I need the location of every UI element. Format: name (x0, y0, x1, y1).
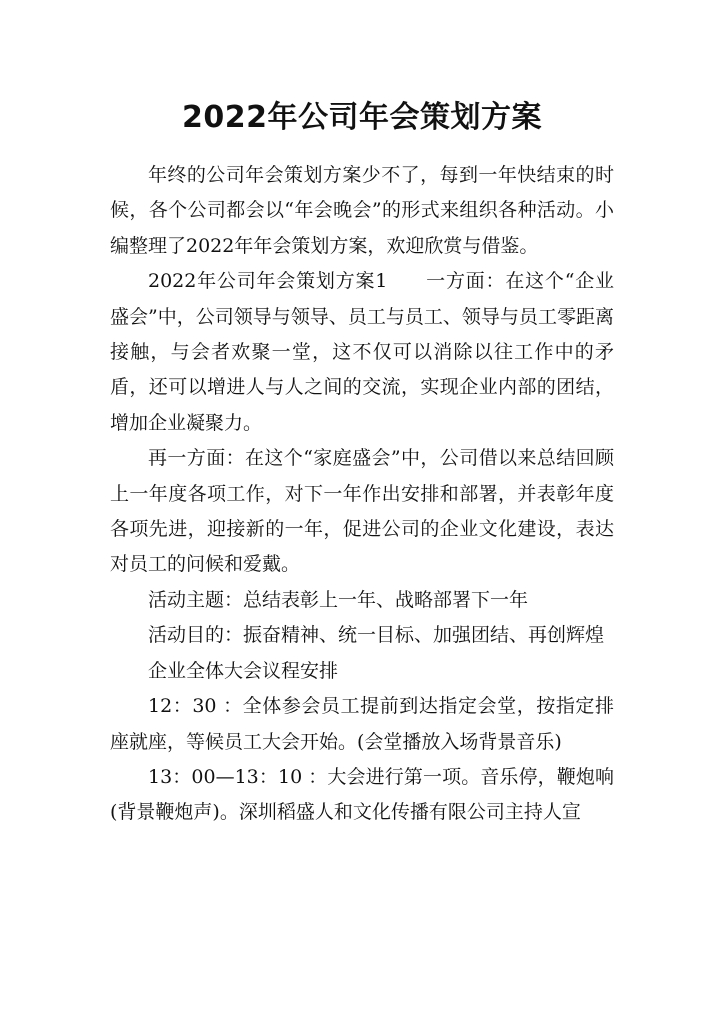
paragraph-plan-1 (110, 264, 614, 441)
paragraph-another-aspect: 再一方面：在这个“家庭盛会”中，公司借以来总结回顾上一年度各项工作，对下一年作出安排和部署，并表彰年度各项先进，迎接新的一年，促进公司的企业文化建设，表达对员工的问候和爱戴。 (110, 447, 614, 576)
paragraph-agenda-1300: 13：00—13：10 ：大会进行第一项。音乐停，鞭炮响(背景鞭炮声)。深圳稻盛人和文化传播有限公司主持人宣 (110, 765, 614, 824)
plan-heading: 2022年公司年会策划方案1 (148, 270, 388, 293)
document-title: 2022年公司年会策划方案 (182, 100, 542, 135)
paragraph-agenda-1230: 12：30 ：全体参会员工提前到达指定会堂，按指定排座就座，等候员工大会开始。(会堂播放入场背景音乐) (110, 695, 614, 753)
plan-1-text: 一方面：在这个“企业盛会”中，公司领导与领导、员工与员工、领导与员工零距离接触，与会者欢聚一堂，这不仅可以消除以往工作中的矛盾，还可以增进人与人之间的交流，实现企业内部的团结，增加企业凝聚力。 (110, 270, 614, 434)
document-body (110, 158, 614, 831)
paragraph-purpose: 活动目的：振奋精神、统一目标、加强团结、再创辉煌 (148, 624, 605, 647)
paragraph-agenda-heading: 企业全体大会议程安排 (148, 659, 339, 682)
paragraph-theme: 活动主题：总结表彰上一年、战略部署下一年 (148, 588, 529, 611)
paragraph-intro: 年终的公司年会策划方案少不了，每到一年快结束的时候，各个公司都会以“年会晚会”的形式来组织各种活动。小编整理了2022年年会策划方案，欢迎欣赏与借鉴。 (110, 164, 614, 257)
